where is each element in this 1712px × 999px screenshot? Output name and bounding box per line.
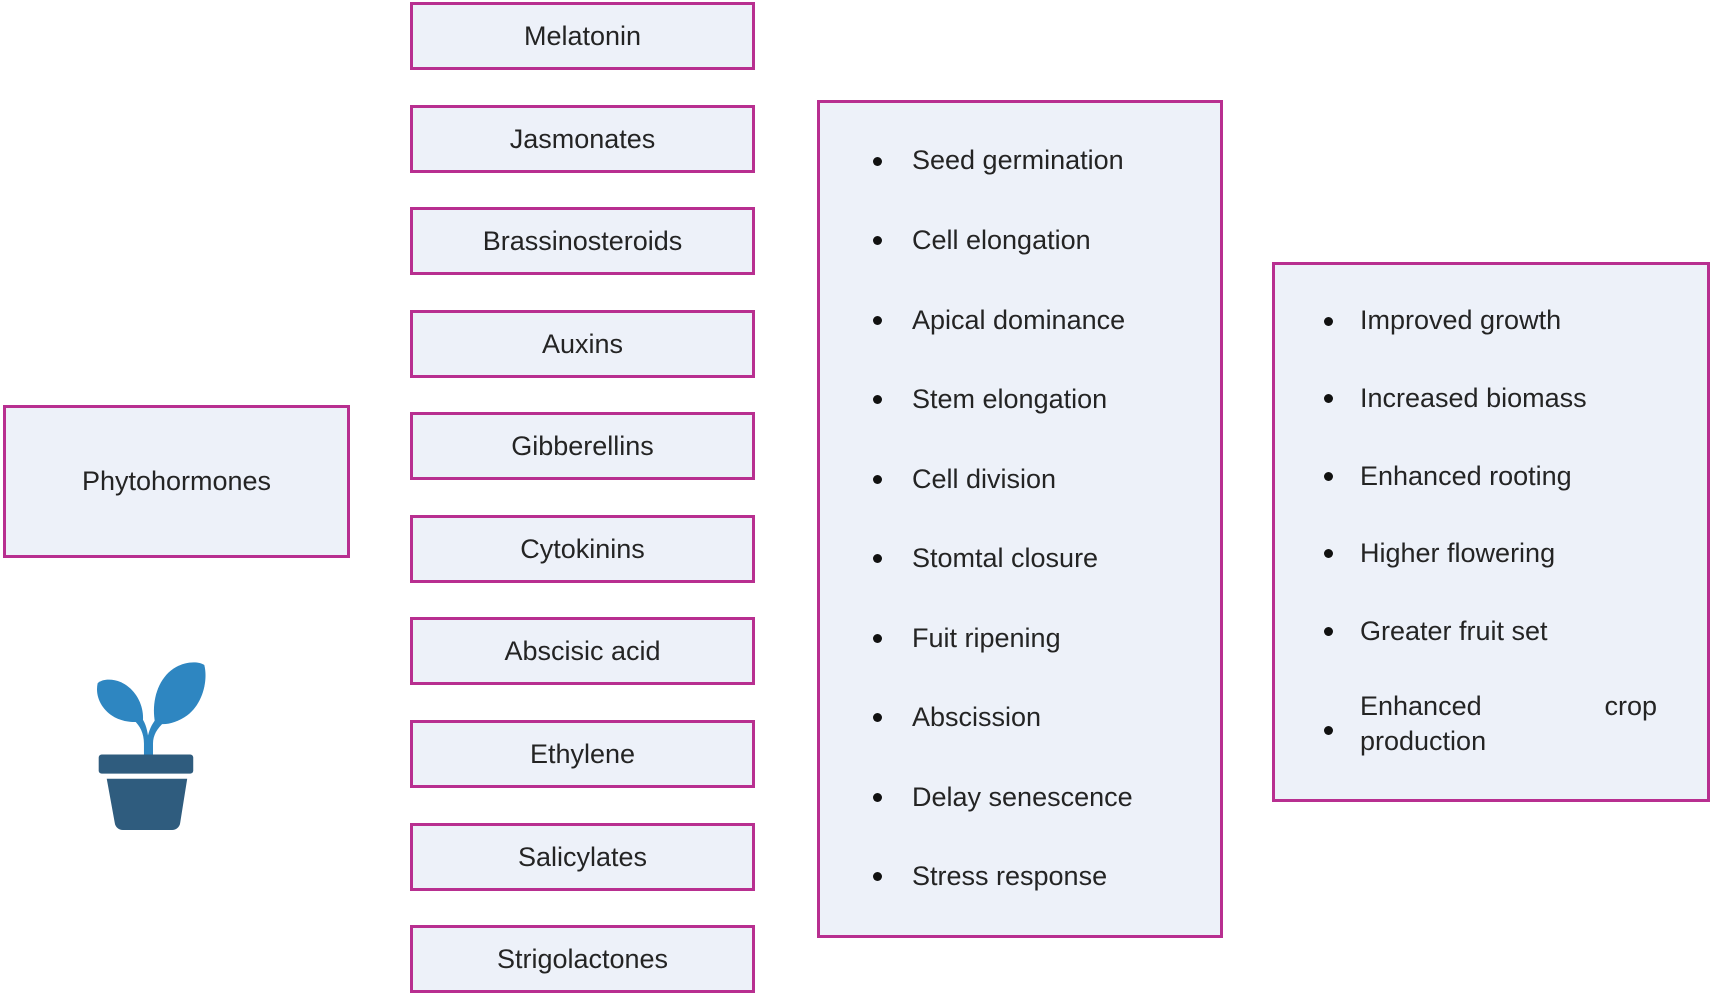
list-item bbox=[1324, 534, 1657, 574]
list-item bbox=[873, 857, 1200, 897]
bullet-icon bbox=[1324, 627, 1333, 636]
benefits-panel bbox=[1272, 262, 1710, 802]
bullet-icon bbox=[873, 157, 882, 166]
hormone-label: Brassinosteroids bbox=[482, 225, 683, 256]
hormone-label: Gibberellins bbox=[511, 430, 654, 461]
hormone-label: Strigolactones bbox=[496, 943, 669, 974]
bullet-icon bbox=[1324, 549, 1333, 558]
list-item bbox=[873, 459, 1200, 499]
phytohormones-label: Phytohormones bbox=[81, 466, 272, 496]
function-text: Apical dominance bbox=[912, 304, 1126, 335]
function-text: Cell division bbox=[912, 463, 1057, 494]
seedling-pot-icon bbox=[96, 659, 208, 832]
list-item bbox=[1324, 689, 1657, 759]
benefit-text: Higher flowering bbox=[1360, 538, 1556, 569]
bullet-icon bbox=[873, 713, 882, 722]
hormone-box-ethylene bbox=[410, 720, 755, 788]
list-item bbox=[873, 141, 1200, 181]
bullet-icon bbox=[873, 554, 882, 563]
seedling-pot-svg bbox=[96, 659, 208, 832]
bullet-icon bbox=[1324, 472, 1333, 481]
phytohormones-box bbox=[3, 405, 350, 558]
hormone-box-strigolactones bbox=[410, 925, 755, 993]
hormone-label: Jasmonates bbox=[509, 123, 656, 154]
bullet-icon bbox=[873, 395, 882, 404]
list-item bbox=[873, 618, 1200, 658]
bullet-icon bbox=[873, 872, 882, 881]
function-text: Seed germination bbox=[912, 145, 1124, 176]
benefits-list bbox=[1275, 265, 1707, 799]
function-text: Delay senescence bbox=[912, 781, 1133, 812]
hormone-label: Melatonin bbox=[523, 20, 642, 51]
list-item bbox=[1324, 379, 1657, 419]
hormone-box-melatonin bbox=[410, 2, 755, 70]
hormone-label: Abscisic acid bbox=[504, 635, 661, 666]
hormone-box-brassinosteroids bbox=[410, 207, 755, 275]
hormone-label: Salicylates bbox=[517, 841, 648, 872]
hormone-box-cytokinins bbox=[410, 515, 755, 583]
bullet-icon bbox=[873, 793, 882, 802]
bullet-icon bbox=[1324, 394, 1333, 403]
function-text: Cell elongation bbox=[912, 225, 1091, 255]
list-item bbox=[873, 539, 1200, 579]
bullet-icon bbox=[873, 634, 882, 643]
list-item bbox=[873, 777, 1200, 817]
list-item bbox=[873, 300, 1200, 340]
benefit-text: Enhanced rooting bbox=[1360, 460, 1572, 491]
hormone-label: Ethylene bbox=[529, 738, 636, 769]
hormone-box-gibberellins bbox=[410, 412, 755, 480]
function-text: Abscission bbox=[912, 702, 1042, 733]
bullet-icon bbox=[1324, 726, 1333, 735]
hormone-box-auxins bbox=[410, 310, 755, 378]
hormone-box-jasmonates bbox=[410, 105, 755, 173]
functions-list bbox=[820, 103, 1220, 935]
hormone-box-abscisic-acid bbox=[410, 617, 755, 685]
hormone-label: Cytokinins bbox=[520, 533, 645, 564]
list-item bbox=[873, 698, 1200, 738]
function-text: Fuit ripening bbox=[912, 622, 1061, 653]
benefit-text: Increased biomass bbox=[1360, 383, 1587, 414]
hormone-box-salicylates bbox=[410, 823, 755, 891]
bullet-icon bbox=[1324, 317, 1333, 326]
function-text: Stress response bbox=[912, 861, 1108, 892]
function-text: Stomtal closure bbox=[912, 543, 1099, 574]
functions-panel bbox=[817, 100, 1223, 938]
bullet-icon bbox=[873, 236, 882, 245]
list-item bbox=[873, 380, 1200, 420]
benefit-text: Improved growth bbox=[1360, 305, 1562, 336]
list-item bbox=[1324, 456, 1657, 496]
hormone-label: Auxins bbox=[541, 328, 624, 359]
list-item bbox=[873, 221, 1200, 261]
benefit-text: Enhanced crop production bbox=[1360, 690, 1657, 756]
function-text: Stem elongation bbox=[912, 384, 1108, 415]
bullet-icon bbox=[873, 475, 882, 484]
list-item bbox=[1324, 301, 1657, 341]
benefit-text: Greater fruit set bbox=[1360, 615, 1548, 646]
list-item bbox=[1324, 611, 1657, 651]
bullet-icon bbox=[873, 316, 882, 325]
